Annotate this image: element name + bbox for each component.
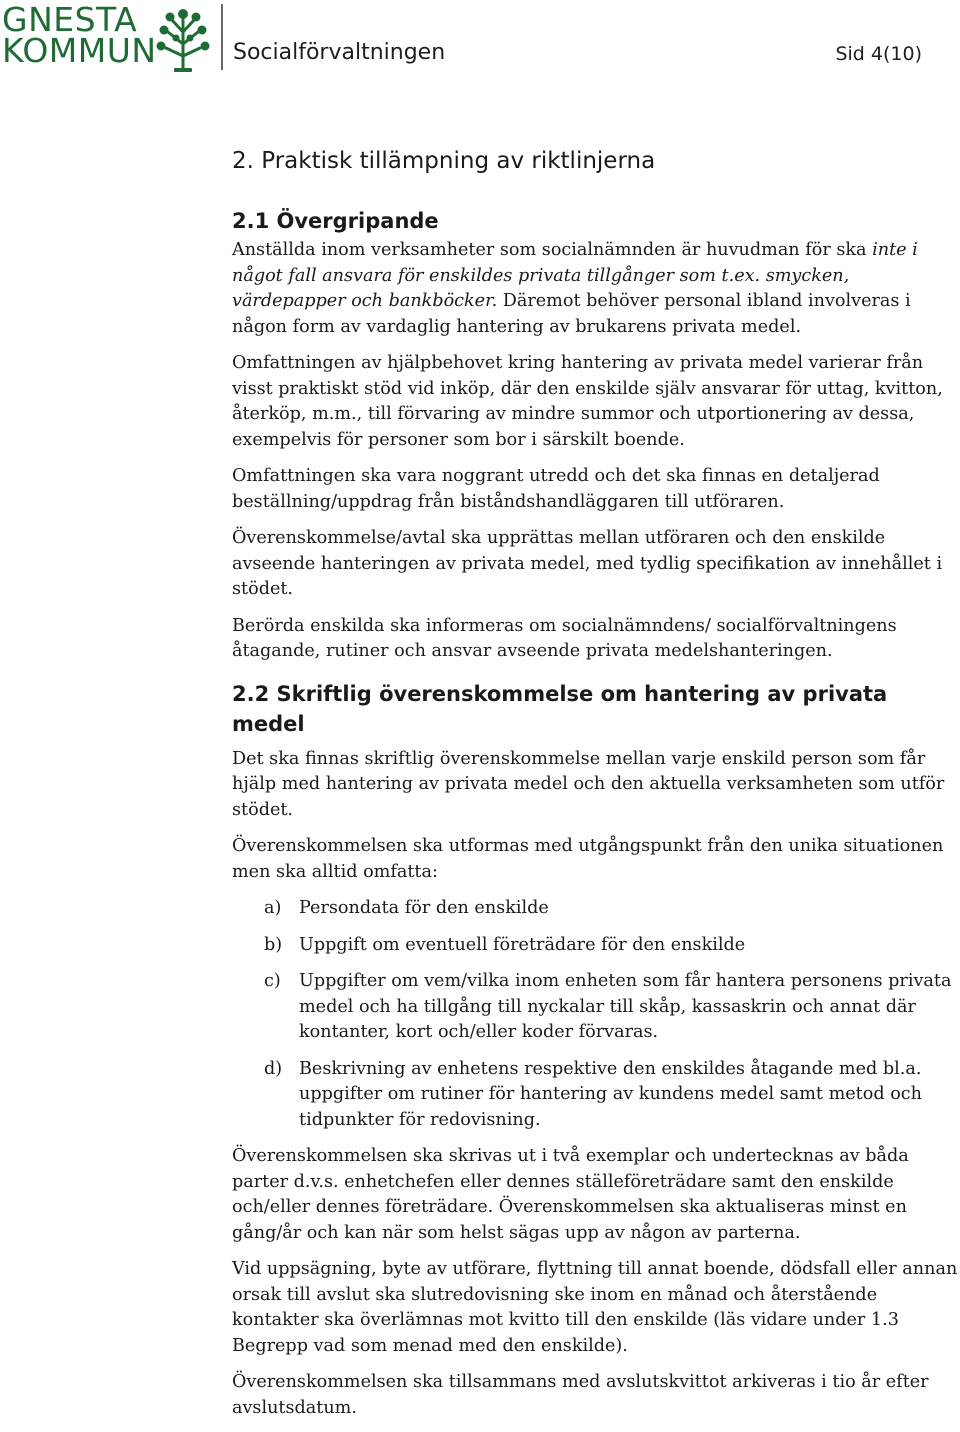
list-item bbox=[232, 896, 958, 922]
paragraph: Vid uppsägning, byte av utförare, flyttning till annat boende, dödsfall eller annan orsak till avslut ska slutredovisning ske inom en månad och återstående kontakter ska överlämnas mot kvitto till den enskilde (läs vidare under 1.3 Begrepp vad som menad med den enskilde). bbox=[232, 1259, 958, 1356]
list-marker: d) bbox=[264, 1058, 283, 1079]
paragraph: Omfattningen ska vara noggrant utredd och det ska finnas en detaljerad beställning/uppdrag från biståndshandläggaren till utföraren. bbox=[232, 466, 880, 512]
list-item bbox=[232, 933, 958, 959]
department-name: Socialförvaltningen bbox=[233, 40, 446, 65]
paragraph-text: Anställda inom verksamheter som socialnämnden är huvudman för ska bbox=[232, 240, 873, 260]
list-item bbox=[232, 1057, 958, 1134]
list-marker: b) bbox=[264, 934, 283, 955]
gnesta-kommun-logo bbox=[2, 0, 220, 74]
logo-line-1: GNESTA bbox=[2, 0, 138, 39]
paragraph: Överenskommelsen ska skrivas ut i två exemplar och undertecknas av båda parter d.v.s. enhetchefen eller dennes ställeföreträdare samt den enskilde och/eller dennes företrädare. Överenskommelsen ska aktualiseras minst en gång/år och kan när som helst sägas upp av någon av parterna. bbox=[232, 1146, 909, 1243]
paragraph: Överenskommelse/avtal ska upprättas mellan utföraren och den enskilde avseende hanteringen av privata medel, med tydlig specifikation av innehållet i stödet. bbox=[232, 528, 943, 599]
list-item-text: Uppgift om eventuell företrädare för den enskilde bbox=[299, 934, 746, 955]
list-marker: a) bbox=[264, 898, 282, 918]
list-item-text: Beskrivning av enhetens respektive den enskildes åtagande med bl.a. uppgifter om rutiner för hantering av kundens medel samt metod och tidpunkter för redovisning. bbox=[299, 1058, 922, 1130]
paragraph: Överenskommelsen ska tillsammans med avslutskvittot arkiveras i tio år efter avslutsdatum. bbox=[232, 1372, 929, 1418]
page-number: Sid 4(10) bbox=[835, 43, 922, 65]
section-title: 2. Praktisk tillämpning av riktlinjerna bbox=[232, 148, 656, 174]
paragraph-emphasis: inte i något fall ansvara för enskildes privata tillgånger som t.ex. smycken, värdepapper och bankböcker. bbox=[232, 240, 918, 311]
header-divider bbox=[221, 4, 223, 70]
paragraph: Överenskommelsen ska utformas med utgångspunkt från den unika situationen men ska alltid omfatta: bbox=[232, 836, 944, 882]
logo-text bbox=[2, 0, 157, 70]
paragraph bbox=[232, 238, 958, 340]
list-marker: c) bbox=[264, 971, 281, 991]
requirements-list bbox=[232, 896, 958, 1133]
paragraph: Berörda enskilda ska informeras om socialnämndens/ socialförvaltningens åtagande, rutiner och ansvar avseende privata medelshanteringen. bbox=[232, 615, 897, 661]
list-item-text: Persondata för den enskilde bbox=[299, 898, 549, 918]
list-item-text: Uppgifter om vem/vilka inom enheten som får hantera personens privata medel och ha tillgång till nyckalar till skåp, kassaskrin och annat där kontanter, kort och/eller koder förvaras. bbox=[299, 971, 952, 1042]
paragraph: Det ska finnas skriftlig överenskommelse mellan varje enskild person som får hjälp med hantering av privata medel och den aktuella verksamheten som utför stödet. bbox=[232, 748, 945, 820]
paragraph: Omfattningen av hjälpbehovet kring hantering av privata medel varierar från visst praktiskt stöd vid inköp, där den enskilde själv ansvarar för uttag, kvitton, återköp, m.m., till förvaring av mindre summor och utportionering av dessa, exempelvis för personer som bor i särskilt boende. bbox=[232, 353, 943, 450]
list-item bbox=[232, 969, 958, 1046]
paragraph-text: Däremot behöver personal ibland involveras i någon form av vardaglig hantering av brukarens privata medel. bbox=[232, 291, 911, 337]
heading-2-1: 2.1 Övergripande bbox=[232, 209, 439, 233]
document-body bbox=[232, 143, 958, 1432]
logo-line-2: KOMMUN bbox=[2, 31, 157, 70]
page-header bbox=[0, 0, 960, 80]
tree-emblem-icon bbox=[152, 4, 214, 74]
heading-2-2: 2.2 Skriftlig överenskommelse om hantering av privata medel bbox=[232, 681, 888, 736]
